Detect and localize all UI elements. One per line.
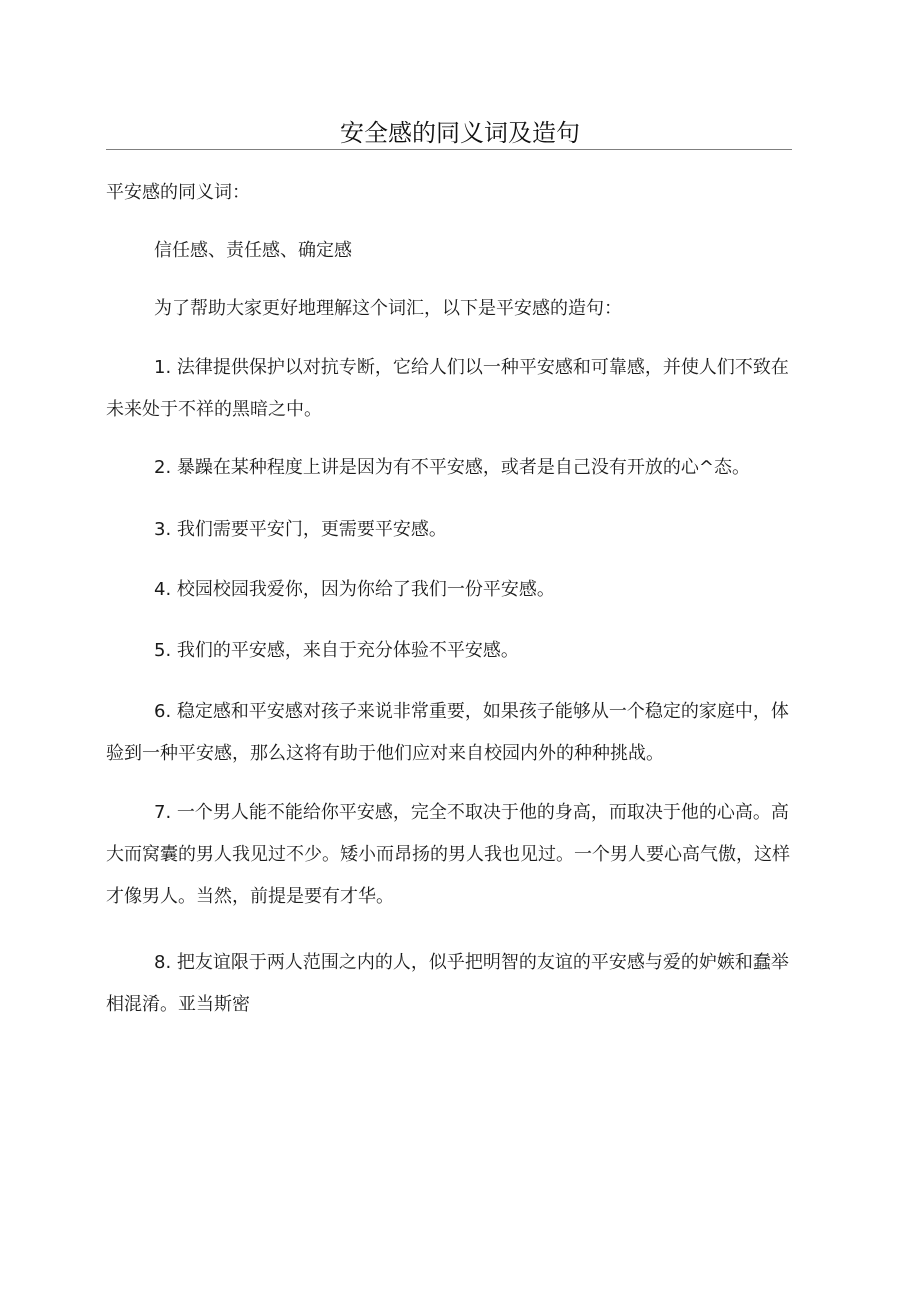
synonym-list: 信任感、责任感、确定感 — [154, 240, 352, 261]
example-sentence-3: 3. 我们需要平安门，更需要平安感。 — [154, 519, 447, 540]
example-sentence-8: 8. 把友谊限于两人范围之内的人，似乎把明智的友谊的平安感与爱的妒嫉和蠢举相混淆。亚当斯密 — [106, 952, 789, 1015]
page-title: 安全感的同义词及造句 — [340, 119, 580, 147]
example-sentence-2: 2. 暴躁在某种程度上讲是因为有不平安感，或者是自己没有开放的心^态。 — [154, 457, 750, 478]
example-sentence-4: 4. 校园校园我爱你，因为你给了我们一份平安感。 — [154, 579, 555, 600]
example-sentence-5: 5. 我们的平安感，来自于充分体验不平安感。 — [154, 640, 519, 661]
intro-paragraph: 为了帮助大家更好地理解这个词汇，以下是平安感的造句： — [154, 298, 622, 319]
example-sentence-6: 6. 稳定感和平安感对孩子来说非常重要，如果孩子能够从一个稳定的家庭中，体验到一种平安感，那么这将有助于他们应对来自校园内外的种种挑战。 — [106, 701, 789, 764]
example-sentence-1: 1. 法律提供保护以对抗专断，它给人们以一种平安感和可靠感，并使人们不致在未来处于不祥的黑暗之中。 — [106, 357, 789, 420]
example-sentence-7: 7. 一个男人能不能给你平安感，完全不取决于他的身高，而取决于他的心高。高大而窝囊的男人我见过不少。矮小而昂扬的男人我也见过。一个男人要心高气傲，这样才像男人。当然，前提是要有才华。 — [106, 802, 790, 907]
title-divider — [106, 149, 792, 150]
synonym-heading: 平安感的同义词： — [106, 182, 250, 203]
